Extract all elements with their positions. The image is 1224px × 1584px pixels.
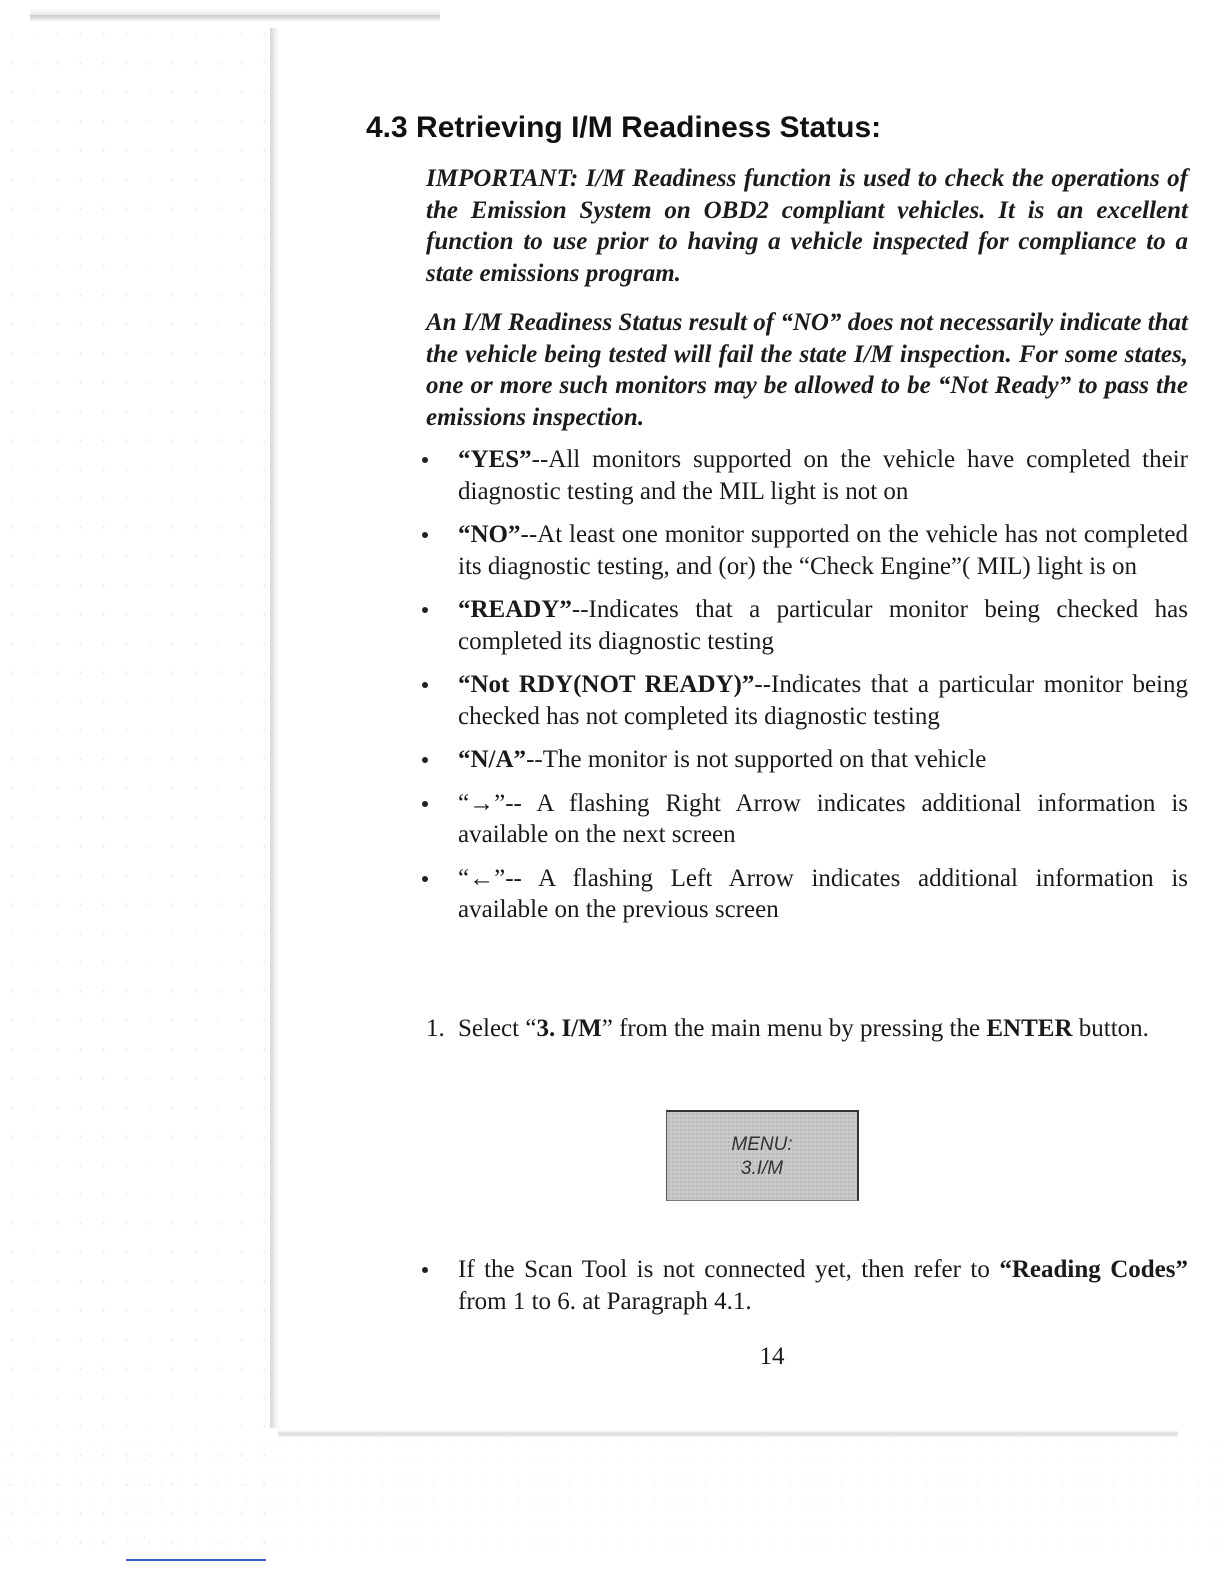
page-number: 14 — [759, 1343, 785, 1370]
section-heading: 4.3 Retrieving I/M Readiness Status: — [366, 111, 882, 144]
step-text-part: Select “ — [458, 1015, 537, 1042]
status-term-right-arrow: “→” — [458, 789, 506, 817]
step-text — [458, 1013, 1188, 1045]
status-item — [422, 863, 1188, 926]
important-paragraph: IMPORTANT: I/M Readiness function is used to check the operations of the Emission System on OBD2 compliant vehicles. It is an excellent function to use prior to having a vehicle inspected for compliance to a state emissions program. — [426, 165, 1188, 287]
status-description: -- A flashing Right Arrow indicates additional information is available on the next screen — [458, 789, 1188, 848]
bullet-icon — [422, 607, 428, 613]
lcd-screen-illustration — [666, 1110, 859, 1201]
status-description: --At least one monitor supported on the vehicle has not completed its diagnostic testing, and (or) the “Check Engine”( MIL) light is on — [458, 521, 1188, 580]
status-term: “READY” — [458, 596, 572, 623]
status-description: --Indicates that a particular monitor being checked has not completed its diagnostic testing — [458, 671, 1188, 730]
bullet-icon — [422, 757, 428, 763]
status-term: “NO” — [458, 521, 521, 548]
note-text-part: If the Scan Tool is not connected yet, then refer to — [458, 1256, 1000, 1283]
readiness-note-paragraph: An I/M Readiness Status result of “NO” does not necessarily indicate that the vehicle being tested will fail the state I/M inspection. For some states, one or more such monitors may be allowed to be “Not Ready” to pass the emissions inspection. — [426, 309, 1188, 431]
note-text-part: from 1 to 6. at Paragraph 4.1. — [458, 1287, 752, 1315]
bullet-icon — [422, 682, 428, 688]
enter-button-name: ENTER — [986, 1015, 1073, 1042]
scan-corner-mark — [126, 1559, 266, 1561]
status-item — [422, 744, 1188, 776]
bullet-icon — [422, 457, 428, 463]
lcd-line-menu: MENU: — [731, 1134, 793, 1155]
bullet-icon — [422, 876, 428, 882]
step-text-part: button. — [1072, 1015, 1149, 1042]
status-term: “N/A” — [458, 746, 527, 773]
step-text-part: ” from the main menu by pressing the — [601, 1015, 987, 1042]
bullet-icon — [422, 532, 428, 538]
status-description: -- A flashing Left Arrow indicates additional information is available on the previous screen — [458, 864, 1188, 923]
page-bottom-edge — [278, 1430, 1178, 1438]
scan-noise-bottom — [0, 1440, 1224, 1560]
bullet-icon — [422, 801, 428, 807]
scan-noise-left — [0, 20, 268, 1560]
page-top-edge — [30, 8, 440, 22]
connection-note-text — [458, 1254, 1188, 1317]
step-menu-item: 3. I/M — [536, 1015, 602, 1042]
step-1 — [426, 1013, 1188, 1045]
status-item — [422, 669, 1188, 732]
status-item — [422, 519, 1188, 582]
status-item — [422, 788, 1188, 851]
connection-note — [422, 1254, 1188, 1317]
status-term-left-arrow: “←” — [458, 864, 506, 892]
status-definition-list — [422, 444, 1188, 926]
status-item — [422, 594, 1188, 657]
status-description: --Indicates that a particular monitor being checked has completed its diagnostic testing — [458, 596, 1188, 655]
status-description: --The monitor is not supported on that vehicle — [526, 746, 987, 773]
bullet-icon — [422, 1267, 428, 1273]
status-term: “Not RDY(NOT READY)” — [458, 671, 755, 698]
status-term: “YES” — [458, 446, 532, 473]
reading-codes-reference: “Reading Codes” — [999, 1256, 1188, 1283]
lcd-line-im: 3.I/M — [740, 1158, 784, 1179]
status-description: --All monitors supported on the vehicle have completed their diagnostic testing and the MIL light is not on — [458, 446, 1188, 505]
page-binding-shadow — [270, 28, 280, 1428]
status-item — [422, 444, 1188, 507]
step-number: 1. — [426, 1015, 445, 1042]
